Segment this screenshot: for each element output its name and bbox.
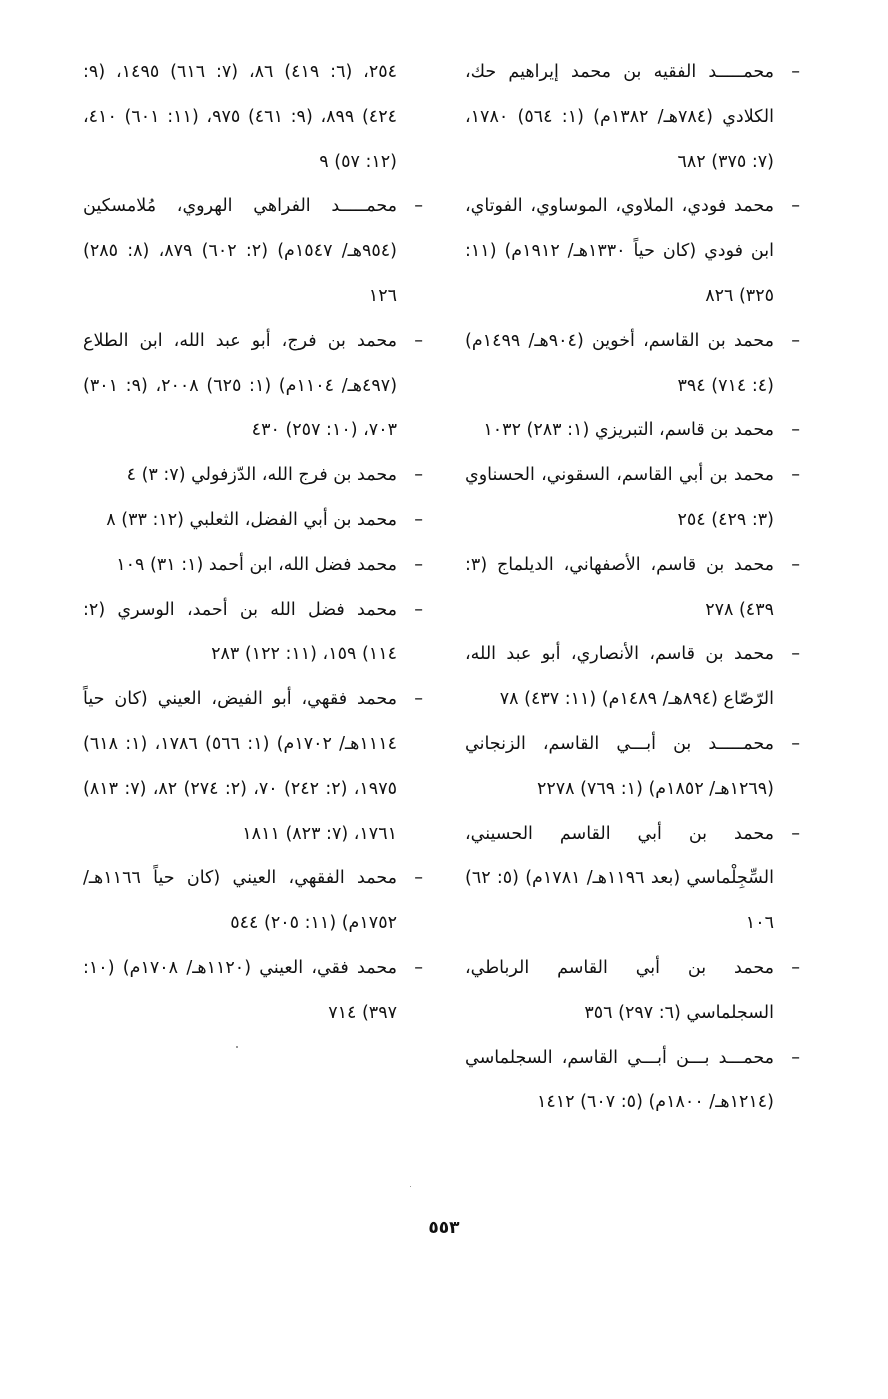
index-entry [465,184,800,318]
index-entry [465,453,800,543]
entry-dash: – [791,823,800,844]
right-column [465,50,800,1125]
entry-dash: – [791,1047,800,1068]
entry-text: محمد بن قاسم، الأنصاري، أبو عبد الله، الرّصّاع (٨٩٤هـ/ ١٤٨٩م) (١١: ٤٣٧) ٧٨ [465,644,774,710]
entry-dash: – [414,196,423,217]
entry-dash: – [791,330,800,351]
index-entry [83,677,423,856]
entry-dash: – [791,957,800,978]
entry-text: محمد بن فرج، أبو عبد الله، ابن الطلاع (٤٩٧هـ/ ١١٠٤م) (١: ٦٢٥) ٢٠٠٨، (٩: ٣٠١) ٧٠٣، (١٠: ٢٥٧) ٤٣٠ [83,330,398,441]
left-column [83,50,423,1036]
index-entry [83,856,423,946]
entry-dash: – [414,868,423,889]
index-entry [83,50,423,184]
page-number: ٥٥٣ [428,1218,460,1238]
entry-text: محمد بن أبي القاسم الرباطي، السجلماسي (٦: ٢٩٧) ٣٥٦ [465,957,774,1023]
entry-dash: – [414,599,423,620]
entry-dash: – [791,62,800,82]
entry-dash: – [791,554,800,575]
index-entry [83,543,423,588]
scan-speck [236,1046,238,1048]
entry-text: محمد بن أبي القاسم الحسيني، السِّجِلْماسي (بعد ١١٩٦هـ/ ١٧٨١م) (٥: ٦٢) ١٠٦ [465,823,774,934]
index-entry [465,632,800,722]
entry-text: محمد الفقهي، العيني (كان حياً ١١٦٦هـ/ ١٧٥٢م) (١١: ٢٠٥) ٥٤٤ [83,868,397,934]
entry-text: محمد بن أبي الفضل، الثعلبي (١٢: ٣٣) ٨ [106,509,397,530]
entry-dash: – [414,330,423,351]
index-entry [465,408,800,453]
entry-dash: – [791,733,800,754]
entry-text: محمـــــد الفراهي الهروي، مُلامسكين (٩٥٤هـ/ ١٥٤٧م) (٢: ٦٠٢) ٨٧٩، (٨: ٢٨٥) ١٢٦ [83,196,397,306]
index-entry [83,588,423,678]
index-entry [83,498,423,543]
index-entry [83,319,423,453]
index-entry [83,453,423,498]
index-entry [465,1036,800,1126]
right-entries [465,50,800,1125]
scan-speck [410,1186,411,1187]
entry-dash: – [791,196,800,217]
entry-text: محمد بن قاسم، التبريزي (١: ٢٨٣) ١٠٣٢ [483,420,774,441]
index-entry [465,543,800,633]
entry-dash: – [791,465,800,486]
entry-text: محمد فقي، العيني (١١٢٠هـ/ ١٧٠٨م) (١٠: ٣٩٧) ٧١٤ [83,957,397,1023]
entry-dash: – [791,420,800,441]
index-entry [83,184,423,318]
index-entry [465,946,800,1036]
entry-text: محمد فقهي، أبو الفيض، العيني (كان حياً ١١١٤هـ/ ١٧٠٢م) (١: ٥٦٦) ١٧٨٦، (١: ٦١٨) ١٩٧٥، (٢: ٢٤٢) ٧٠، (٢: ٢٧٤) ٨٢، (٧: ٨١٣) ١٧٦١، (٧: ٨٢٣) ١٨١١ [83,689,397,844]
entry-text: محمد فودي، الملاوي، الموساوي، الفوتاي، ابن فودي (كان حياً ١٣٣٠هـ/ ١٩١٢م) (١١: ٣٢٥) ٨٢٦ [465,196,774,306]
entry-text: محمد بن فرج الله، الدّزفولي (٧: ٣) ٤ [126,465,397,486]
entry-text: محمـــــد الفقيه بن محمد إيراهيم حك، الكلادي (٧٨٤هـ/ ١٣٨٢م) (١: ٥٦٤) ١٧٨٠، (٧: ٣٧٥) ٦٨٢ [465,62,774,172]
left-entries [83,50,423,1036]
entry-dash: – [414,465,423,486]
entry-text: محمـــــد بن أبـــي القاسم، الزنجاني (١٢٦٩هـ/ ١٨٥٢م) (١: ٧٦٩) ٢٢٧٨ [465,733,774,799]
entry-text: محمد فضل الله بن أحمد، الوسري (٢: ١١٤) ١٥٩، (١١: ١٢٢) ٢٨٣ [83,599,397,665]
entry-text: محمـــد بـــن أبـــي القاسم، السجلماسي (١٢١٤هـ/ ١٨٠٠م) (٥: ٦٠٧) ١٤١٢ [465,1047,774,1113]
entry-dash: – [791,644,800,665]
entry-text: محمد بن أبي القاسم، السقوني، الحسناوي (٣: ٤٢٩) ٢٥٤ [465,465,774,530]
entry-text: محمد فضل الله، ابن أحمد (١: ٣١) ١٠٩ [116,554,397,575]
entry-text: ٢٥٤، (٦: ٤١٩) ٨٦، (٧: ٦١٦) ١٤٩٥، (٩: ٤٢٤) ٨٩٩، (٩: ٤٦١) ٩٧٥، (١١: ٦٠١) ٤١٠، (١٢: ٥٧) ٩ [83,62,398,172]
entry-dash: – [414,509,423,530]
index-entry [465,319,800,409]
entry-text: محمد بن قاسم، الأصفهاني، الديلماج (٣: ٤٣٩) ٢٧٨ [465,554,774,620]
index-entry [465,722,800,812]
entry-dash: – [414,689,423,710]
entry-text: محمد بن القاسم، أخوين (٩٠٤هـ/ ١٤٩٩م) (٤: ٧١٤) ٣٩٤ [465,330,774,396]
index-entry [465,50,800,184]
index-entry [465,812,800,946]
entry-dash: – [414,957,423,978]
index-entry [83,946,423,1036]
entry-dash: – [414,554,423,575]
